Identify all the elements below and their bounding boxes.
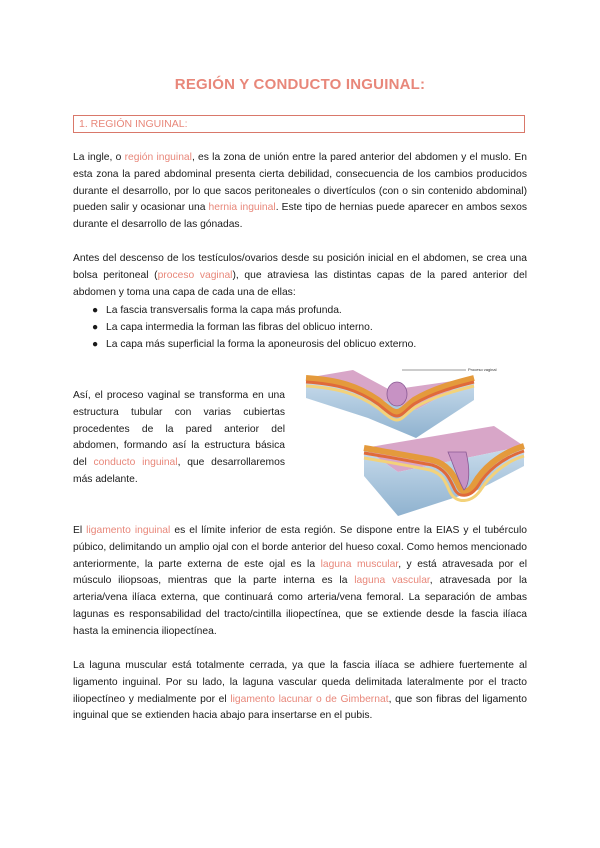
term-ligamento-inguinal: ligamento inguinal (86, 525, 171, 536)
lower-wall-diagram (364, 426, 524, 516)
proceso-vaginal-illustration (298, 356, 530, 526)
term-ligamento-lacunar: ligamento lacunar o de Gimbernat (230, 693, 389, 705)
bullet-item: ● La capa intermedia la forman las fibras del oblicuo interno. (92, 322, 373, 333)
section-heading-region-inguinal: 1. REGIÓN INGUINAL: (73, 115, 525, 133)
bullet-item: ● La fascia transversalis forma la capa más profunda. (92, 305, 342, 316)
page-title: REGIÓN Y CONDUCTO INGUINAL: (174, 76, 426, 93)
paragraph-ligamento-inguinal: El ligamento inguinal es el límite inferior de esta región. Se dispone entre la EIAS y el tubérculo púbico, delimitando un amplio ojal con el borde anterior del hueso coxal. Como hemos mencionado anteriormente, la parte externa de este ojal es la laguna muscular, y está atravesada por el músculo iliopsoas, mientras que la parte interna es la laguna vascular, atravesada por la arteria/vena ilíaca externa, que continuará como arteria/vena femoral. La separación de ambas lagunas es responsabilidad del tracto/cintilla iliopectínea, que se extiende desde la fascia ilíaca hasta la eminencia iliopectínea. (73, 525, 527, 637)
term-conducto-inguinal: conducto inguinal (93, 457, 178, 469)
bullet-item: ● La capa más superficial la forma la aponeurosis del oblicuo externo. (92, 339, 417, 350)
figure-label: Proceso vaginal (468, 367, 497, 372)
term-laguna-vascular: laguna vascular (354, 575, 430, 587)
term-proceso-vaginal: proceso vaginal (157, 269, 233, 281)
paragraph-descenso: Antes del descenso de los testículos/ovarios desde su posición inicial en el abdomen, se crea una bolsa peritoneal (proceso vaginal), que atraviesa las distintas capas de la pared anterior del abdomen y toma una capa de cada una de ellas: (73, 253, 527, 298)
paragraph-laguna-muscular: La laguna muscular está totalmente cerrada, ya que la fascia ilíaca se adhiere fuertemente al ligamento inguinal. Por su lado, la laguna vascular queda delimitada lateralmente por el tracto iliopectíneo y medialmente por el ligamento lacunar o de Gimbernat, que son fibras del ligamento inguinal que se extienden hacia abajo para insertarse en el pubis. (73, 660, 527, 722)
term-hernia-inguinal: hernia inguinal (208, 202, 276, 214)
term-region-inguinal: región inguinal (124, 152, 192, 163)
paragraph-ingle: La ingle, o región inguinal, es la zona de unión entre la pared anterior del abdomen y el muslo. En esta zona la pared abdominal presenta cierta debilidad, consecuencia de los cambios producidos durante el desarrollo, por lo que sacos peritoneales o divertículos (con o sin contenido abdominal) pueden salir y ocasionar una hernia inguinal. Este tipo de hernias puede aparecer en ambos sexos durante el desarrollo de las gónadas. (73, 152, 528, 231)
term-laguna-muscular: laguna muscular (320, 558, 399, 570)
upper-wall-diagram (306, 370, 474, 438)
paragraph-proceso-vaginal: Así, el proceso vaginal se transforma en una estructura tubular con varias cubiertas procedentes de la pared anterior del abdomen, formando así la estructura básica del conducto inguinal, que desarrollaremos más adelante. (73, 390, 285, 485)
